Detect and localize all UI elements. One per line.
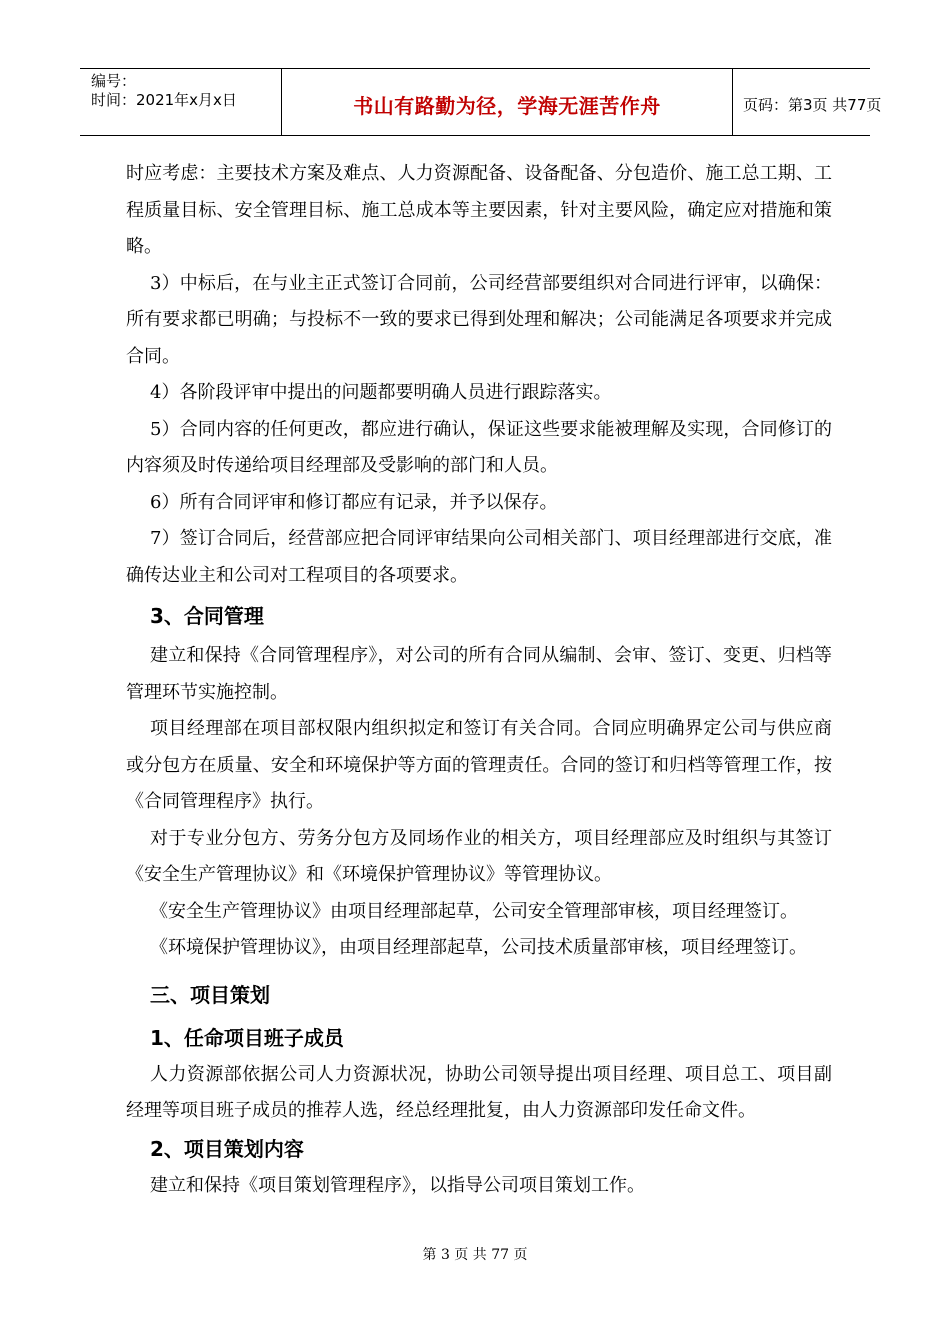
document-date-label: 时间：2021年x月x日 (91, 91, 237, 109)
header-page-cell (733, 69, 882, 135)
paragraph: 《安全生产管理协议》由项目经理部起草，公司安全管理部审核，项目经理签订。 (150, 900, 798, 922)
paragraph: 建立和保持《合同管理程序》，对公司的所有合同从编制、会审、签订、变更、归档等管理环节实施控制。 (126, 645, 832, 703)
paragraph: 时应考虑：主要技术方案及难点、人力资源配备、设备配备、分包造价、施工总工期、工程质量目标、安全管理目标、施工总成本等主要因素，针对主要风险，确定应对措施和策略。 (126, 163, 832, 257)
page-footer: 第 3 页 共 77 页 (422, 1247, 528, 1263)
paragraph: 对于专业分包方、劳务分包方及同场作业的相关方，项目经理部应及时组织与其签订《安全生产管理协议》和《环境保护管理协议》等管理协议。 (126, 827, 832, 885)
chapter-heading-project-planning: 三、项目策划 (150, 982, 270, 1007)
section-heading-appoint-team: 1、任命项目班子成员 (150, 1025, 344, 1050)
paragraph: 《环境保护管理协议》，由项目经理部起草，公司技术质量部审核，项目经理签订。 (150, 937, 807, 958)
header-motto: 书山有路勤为径，学海无涯苦作舟 (353, 93, 661, 118)
paragraph: 4）各阶段评审中提出的问题都要明确人员进行跟踪落实。 (150, 382, 612, 403)
paragraph: 7）签订合同后，经营部应把合同评审结果向公司相关部门、项目经理部进行交底，准确传达业主和公司对工程项目的各项要求。 (126, 528, 832, 586)
section-heading-contract-management: 3、合同管理 (150, 604, 264, 628)
paragraph: 项目经理部在项目部权限内组织拟定和签订有关合同。合同应明确界定公司与供应商或分包方在质量、安全和环境保护等方面的管理责任。合同的签订和归档等管理工作，按《合同管理程序》执行。 (126, 718, 832, 812)
document-number-label: 编号： (91, 72, 137, 90)
document-body (126, 156, 832, 1204)
page-header (80, 68, 882, 136)
paragraph: 3）中标后，在与业主正式签订合同前，公司经营部要组织对合同进行评审，以确保：所有要求都已明确；与投标不一致的要求已得到处理和解决；公司能满足各项要求并完成合同。 (126, 272, 832, 367)
paragraph: 建立和保持《项目策划管理程序》，以指导公司项目策划工作。 (150, 1174, 645, 1196)
section-heading-planning-content: 2、项目策划内容 (150, 1136, 304, 1161)
header-motto-cell (281, 69, 733, 135)
header-meta (80, 69, 281, 135)
paragraph: 5）合同内容的任何更改，都应进行确认，保证这些要求能被理解及实现，合同修订的内容须及时传递给项目经理部及受影响的部门和人员。 (126, 418, 832, 476)
paragraph: 6）所有合同评审和修订都应有记录，并予以保存。 (150, 491, 558, 513)
header-page-number: 页码：第3页 共77页 (743, 95, 882, 114)
paragraph: 人力资源部依据公司人力资源状况，协助公司领导提出项目经理、项目总工、项目副经理等项目班子成员的推荐人选，经总经理批复，由人力资源部印发任命文件。 (126, 1063, 832, 1121)
